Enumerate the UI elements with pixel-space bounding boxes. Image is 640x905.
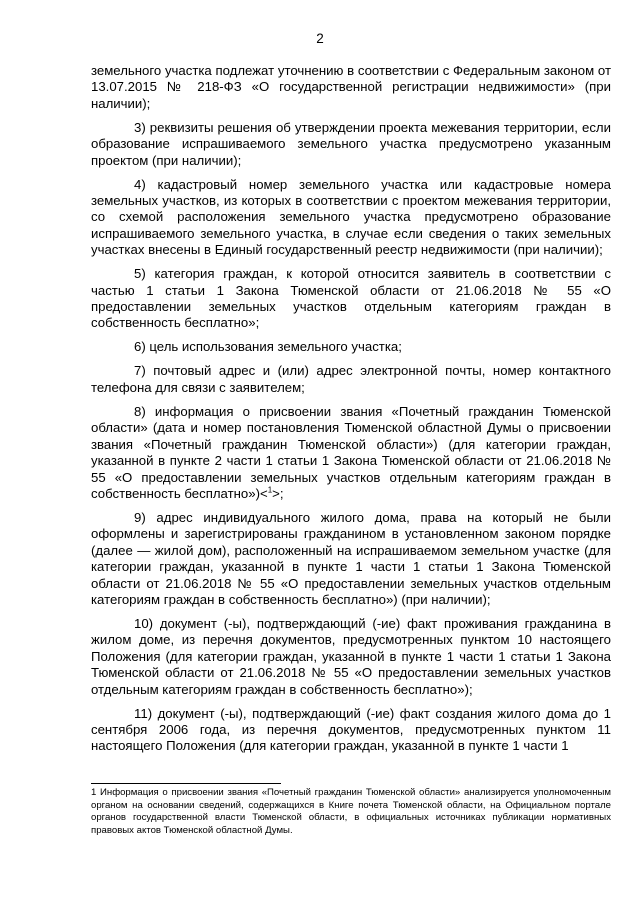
paragraph-item-10: 10) документ (-ы), подтверждающий (-ие) факт проживания гражданина в жилом доме, из перечня документов, предусмотренных пунктом 10 настоящего Положения (для категории граждан, указанной в пункте 1 части 1 статьи 1 Закона Тюменской области от 21.06.2018 № 55 «О предоставлении земельных участков отдельным категориям граждан в собственность бесплатно»); bbox=[91, 615, 611, 697]
paragraph-item-11: 11) документ (-ы), подтверждающий (-ие) факт создания жилого дома до 1 сентября 2006 года, из перечня документов, предусмотренных пунктом 11 настоящего Положения (для категории граждан, указанной в пункте 1 части 1 bbox=[91, 705, 611, 754]
paragraph-item-4: 4) кадастровый номер земельного участка или кадастровые номера земельных участков, из которых в соответствии с проектом межевания территории, со схемой расположения земельного участка предусмотрено образование испрашиваемого земельного участка, в случае если сведения о таких земельных участках внесены в Единый государственный реестр недвижимости (при наличии); bbox=[91, 176, 611, 258]
page-number: 2 bbox=[316, 31, 324, 46]
paragraph-item-7: 7) почтовый адрес и (или) адрес электронной почты, номер контактного телефона для связи с заявителем; bbox=[91, 363, 611, 395]
paragraph-item-6: 6) цель использования земельного участка; bbox=[134, 339, 402, 355]
footnote-reference-1: 1 bbox=[267, 485, 273, 495]
paragraph-item-8-tail: >; bbox=[272, 485, 284, 501]
paragraph-item-9: 9) адрес индивидуального жилого дома, права на который не были оформлены и зарегистрированы гражданином в установленном законом порядке (далее — жилой дом), расположенный на испрашиваемом земельном участке (для категории граждан, указанной в пункте 1 части 1 статьи 1 Закона Тюменской области от 21.06.2018 № 55 «О предоставлении земельных участков отдельным категориям граждан в собственность бесплатно») (при наличии); bbox=[91, 509, 611, 607]
paragraph-item-8 bbox=[91, 404, 611, 502]
paragraph-continuation: земельного участка подлежат уточнению в соответствии с Федеральным законом от 13.07.2015 № 218-ФЗ «О государственной регистрации недвижимости» (при наличии); bbox=[91, 63, 611, 111]
paragraph-item-5: 5) категория граждан, к которой относится заявитель в соответствии с частью 1 статьи 1 Закона Тюменской области от 21.06.2018 № 55 «О предоставлении земельных участков отдельным категориям граждан в собственность бесплатно»; bbox=[91, 266, 611, 331]
footnote-divider bbox=[91, 783, 281, 784]
paragraph-item-3: 3) реквизиты решения об утверждении проекта межевания территории, если образование испрашиваемого земельного участка предусмотрено указанным проектом (при наличии); bbox=[91, 119, 611, 168]
document-body bbox=[91, 63, 611, 762]
footnote-1: 1 Информация о присвоении звания «Почетный гражданин Тюменской области» анализируется уполномоченным органом на основании сведений, содержащихся в Книге почета Тюменской области, на Официальном портале органов государственной власти Тюменской области, в официальных источниках публикации нормативных правовых актов Тюменской областной Думы. bbox=[91, 787, 611, 836]
paragraph-item-8-text: 8) информация о присвоении звания «Почетный гражданин Тюменской области» (дата и номер постановления Тюменской областной Думы о присвоении звания «Почетный гражданин Тюменской области») (для категории граждан, указанной в пункте 2 части 1 статьи 1 Закона Тюменской области от 21.06.2018 № 55 «О предоставлении земельных участков отдельным категориям граждан в собственность бесплатно»)< bbox=[91, 403, 611, 501]
